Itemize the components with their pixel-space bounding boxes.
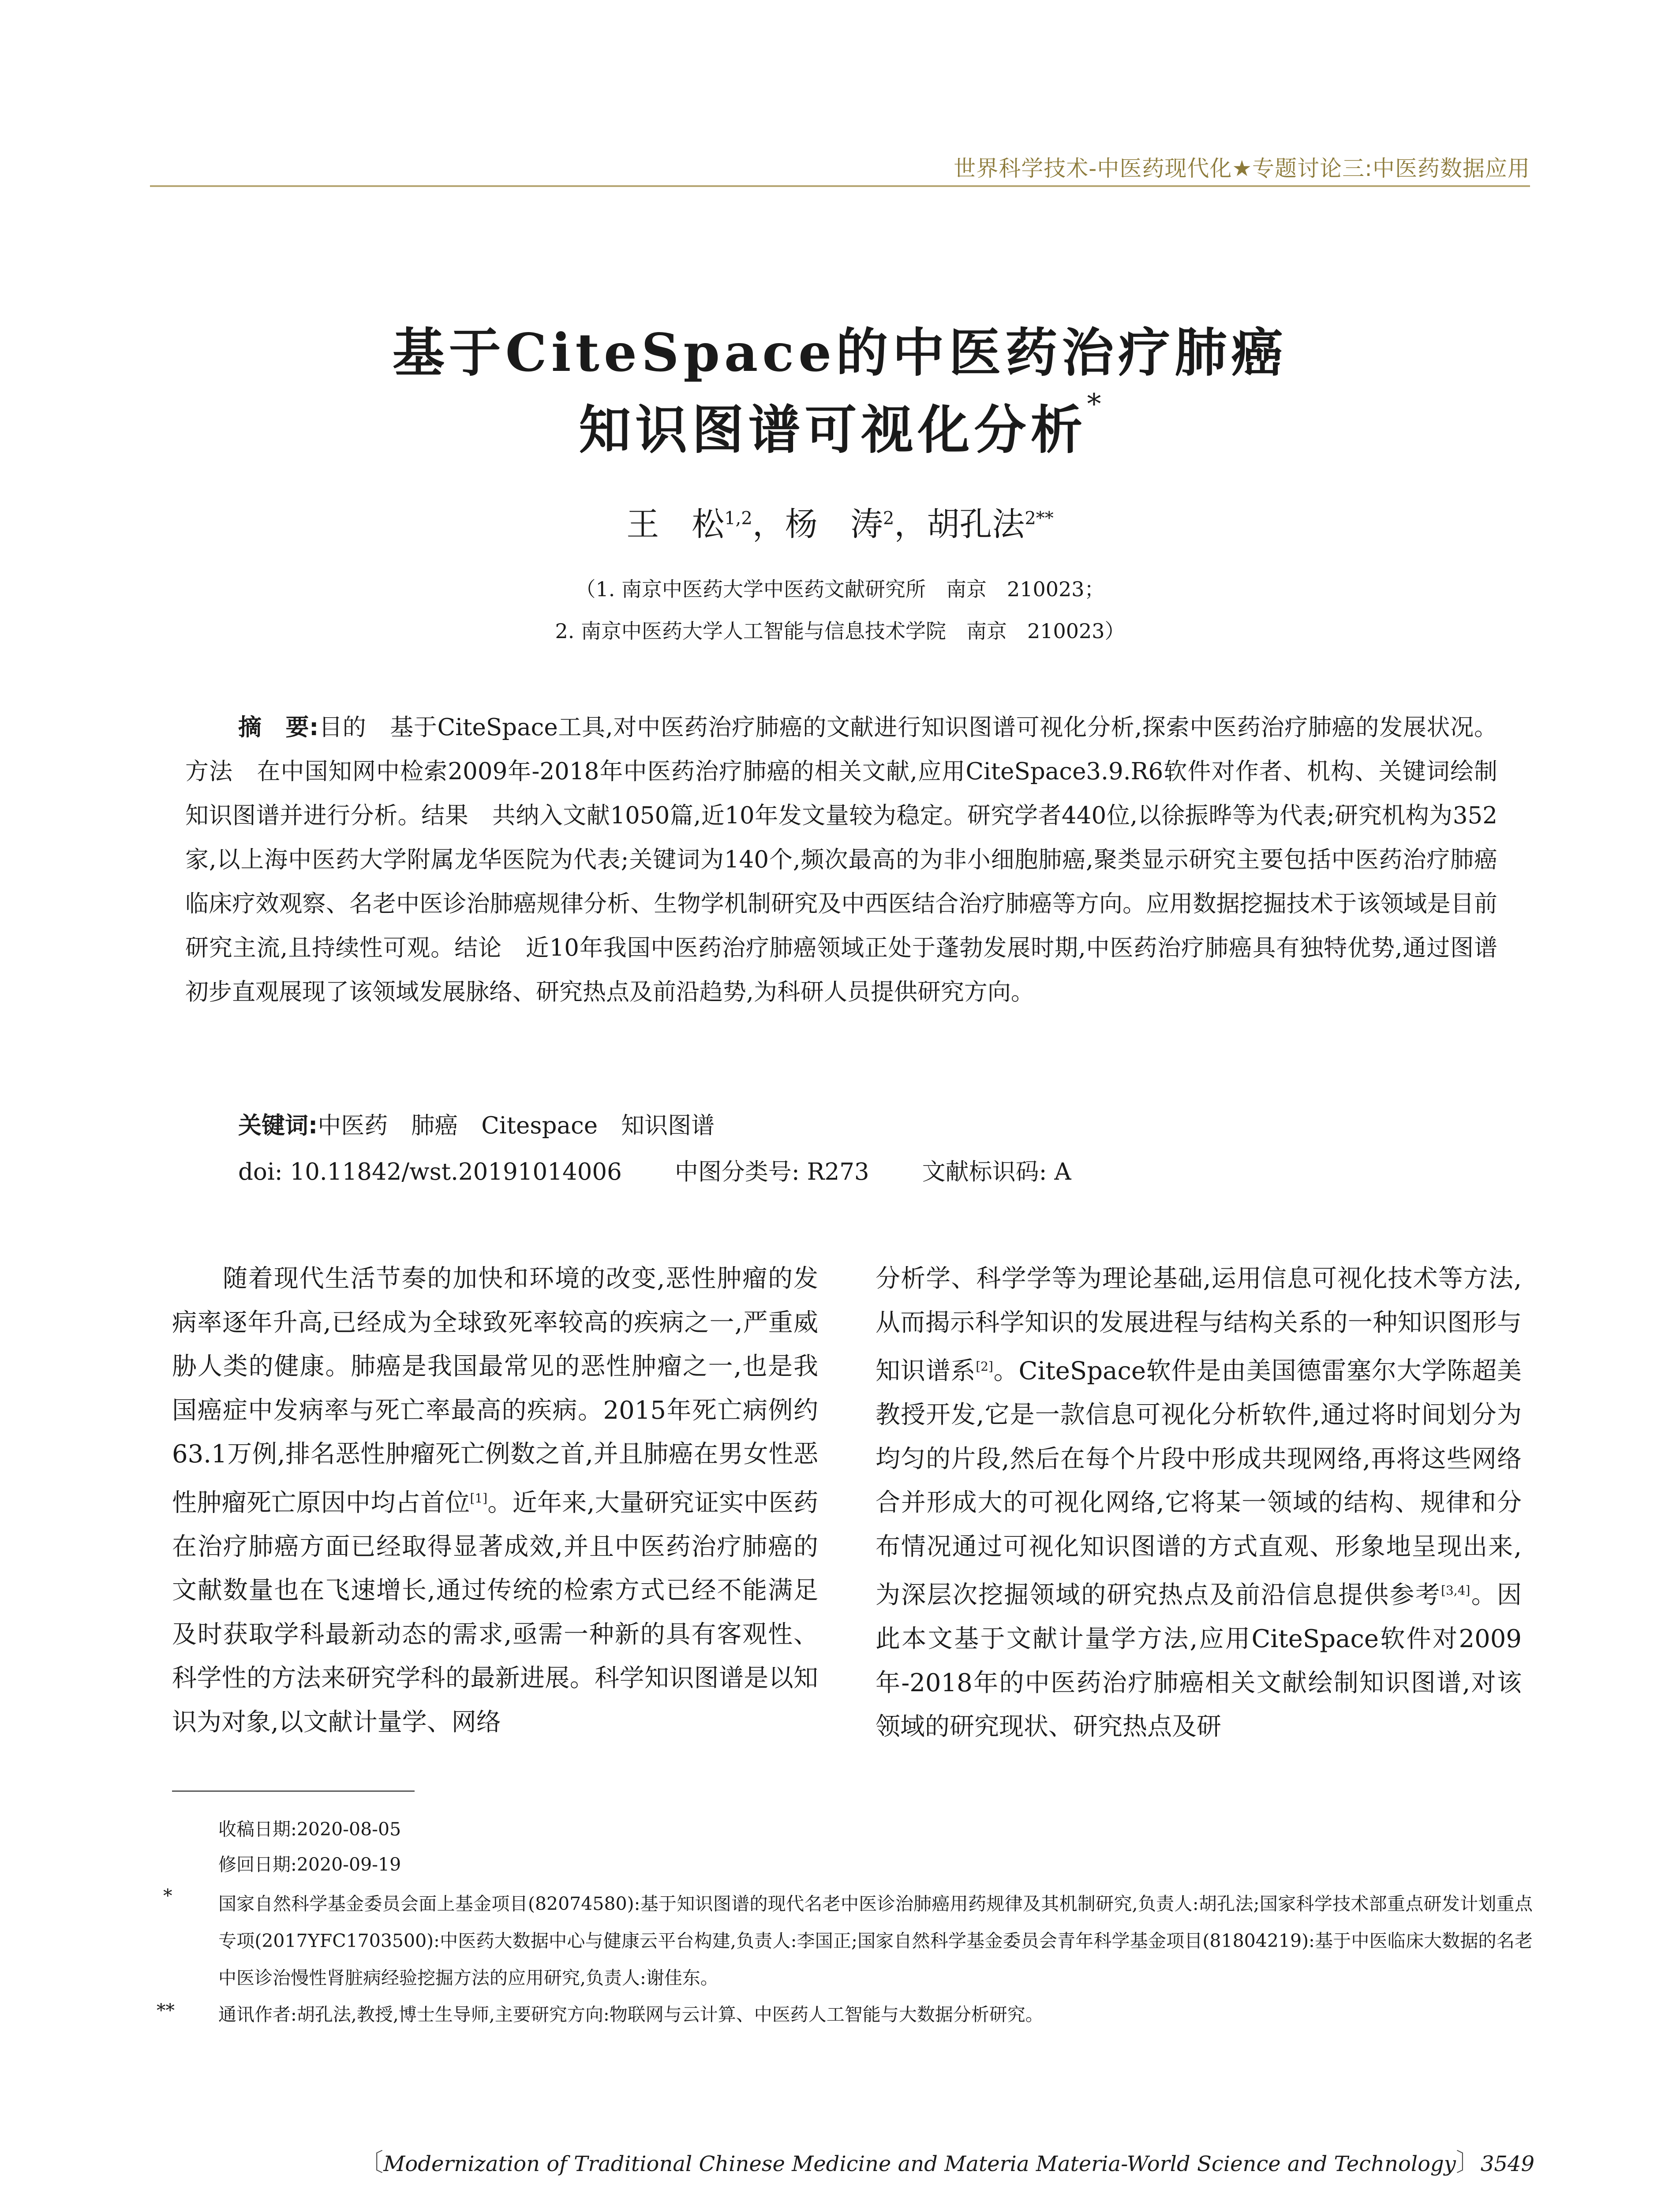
body-text-right-1: 分析学、科学学等为理论基础,运用信息可视化技术等方法,从而揭示科学知识的发展进程与结构关系的一种知识图形与知识谱系	[876, 1264, 1522, 1386]
body-column-left	[172, 1257, 818, 1744]
corresponding-author-footnote: 通讯作者:胡孔法,教授,博士生导师,主要研究方向:物联网与云计算、中医药人工智能与大数据分析研究。	[218, 2004, 1044, 2025]
doi: doi: 10.11842/wst.20191014006	[238, 1159, 622, 1185]
funding-footnote-mark: *	[163, 1885, 172, 1906]
keywords-label: 关键词:	[238, 1112, 318, 1139]
author-1-affil: 1,2	[724, 508, 752, 529]
citation-ref-3-4: [3,4]	[1441, 1583, 1470, 1598]
page-number: 3549	[1480, 2152, 1534, 2176]
body-text-left-1: 随着现代生活节奏的加快和环境的改变,恶性肿瘤的发病率逐年升高,已经成为全球致死率较高的疾病之一,严重威胁人类的健康。肺癌是我国最常见的恶性肿瘤之一,也是我国癌症中发病率与死亡率最高的疾病。2015年死亡病例约63.1万例,排名恶性肿瘤死亡例数之首,并且肺癌在男女性恶性肿瘤死亡原因中均占首位	[172, 1264, 818, 1517]
author-3-affil: 2**	[1025, 508, 1054, 529]
citation-ref-1: [1]	[470, 1491, 488, 1506]
abstract-text: 目的 基于CiteSpace工具,对中医药治疗肺癌的文献进行知识图谱可视化分析,探索中医药治疗肺癌的发展状况。方法 在中国知网中检索2009年-2018年中医药治疗肺癌的相关文献,应用CiteSpace3.9.R6软件对作者、机构、关键词绘制知识图谱并进行分析。结果 共纳入文献1050篇,近10年发文量较为稳定。研究学者440位,以徐振晔等为代表;研究机构为352家,以上海中医药大学附属龙华医院为代表;关键词为140个,频次最高的为非小细胞肺癌,聚类显示研究主要包括中医药治疗肺癌临床疗效观察、名老中医诊治肺癌规律分析、生物学机制研究及中西医结合治疗肺癌等方向。应用数据挖掘技术于该领域是目前研究主流,且持续性可观。结论 近10年我国中医药治疗肺癌领域正处于蓬勃发展时期,中医药治疗肺癌具有独特优势,通过图谱初步直观展现了该领域发展脉络、研究热点及前沿趋势,为科研人员提供研究方向。	[185, 714, 1497, 1005]
header-rule	[150, 185, 1530, 187]
abstract	[185, 706, 1497, 1014]
title-footnote-star: *	[1087, 388, 1101, 421]
citation-ref-2: [2]	[976, 1359, 993, 1374]
keywords	[238, 1107, 715, 1140]
author-2: 杨 涛	[785, 505, 883, 543]
paper-title-line-2	[0, 388, 1680, 463]
author-sep-1: ，	[752, 505, 785, 543]
footer-bracket-close: 〕	[1456, 2149, 1481, 2177]
paper-title-line-2-text: 知识图谱可视化分析	[579, 399, 1087, 460]
author-list	[0, 498, 1680, 545]
affiliation-1: （1. 南京中医药大学中医药文献研究所 南京 210023；	[575, 577, 1105, 601]
doi-line	[238, 1153, 1124, 1187]
funding-footnote: 国家自然科学基金委员会面上基金项目(82074580):基于知识图谱的现代名老中医诊治肺癌用药规律及其机制研究,负责人:胡孔法;国家科学技术部重点研发计划重点专项(2017YFC1703500):中医药大数据中心与健康云平台构建,负责人:李国正;国家自然科学基金委员会青年科学基金项目(81804219):基于中医临床大数据的名老中医诊治慢性肾脏病经验挖掘方法的应用研究,负责人:谢佳东。	[218, 1893, 1533, 1988]
page-footer	[359, 2143, 1534, 2179]
body-text-left-2: 。近年来,大量研究证实中医药在治疗肺癌方面已经取得显著成效,并且中医药治疗肺癌的文献数量也在飞速增长,通过传统的检索方式已经不能满足及时获取学科最新动态的需求,亟需一种新的具有客观性、科学性的方法来研究学科的最新进展。科学知识图谱是以知识为对象,以文献计量学、网络	[172, 1488, 818, 1737]
clc-number: 中图分类号: R273	[674, 1159, 869, 1185]
footer-bracket-open: 〔	[359, 2149, 384, 2177]
keywords-text: 中医药 肺癌 Citespace 知识图谱	[318, 1112, 715, 1139]
body-column-right	[876, 1257, 1522, 1749]
revised-date: 修回日期:2020-09-19	[218, 1854, 401, 1875]
received-date: 收稿日期:2020-08-05	[218, 1819, 401, 1840]
document-code: 文献标识码: A	[922, 1159, 1071, 1185]
abstract-label: 摘 要:	[238, 714, 319, 741]
footer-journal-name: Modernization of Traditional Chinese Medicine and Materia Materia-World Science and Technology	[383, 2152, 1456, 2176]
author-1: 王 松	[626, 505, 725, 543]
footnote-rule	[172, 1790, 415, 1792]
author-3: 胡孔法	[927, 505, 1025, 543]
corresponding-footnote-mark: **	[157, 2000, 175, 2021]
paper-title-line-1: 基于CiteSpace的中医药治疗肺癌	[392, 322, 1288, 383]
author-sep-2: ，	[894, 505, 927, 543]
body-text-right-3: 。因此本文基于文献计量学方法,应用CiteSpace软件对2009年-2018年的中医药治疗肺癌相关文献绘制知识图谱,对该领域的研究现状、研究热点及研	[876, 1581, 1522, 1742]
body-text-right-2: 。CiteSpace软件是由美国德雷塞尔大学陈超美教授开发,它是一款信息可视化分析软件,通过将时间划分为均匀的片段,然后在每个片段中形成共现网络,再将这些网络合并形成大的可视化网络,它将某一领域的结构、规律和分布情况通过可视化知识图谱的方式直观、形象地呈现出来,为深层次挖掘领域的研究热点及前沿信息提供参考	[876, 1357, 1522, 1610]
affiliation-2: 2. 南京中医药大学人工智能与信息技术学院 南京 210023）	[555, 619, 1125, 643]
author-2-affil: 2	[883, 508, 894, 529]
journal-header: 世界科学技术-中医药现代化★专题讨论三:中医药数据应用	[954, 156, 1530, 181]
